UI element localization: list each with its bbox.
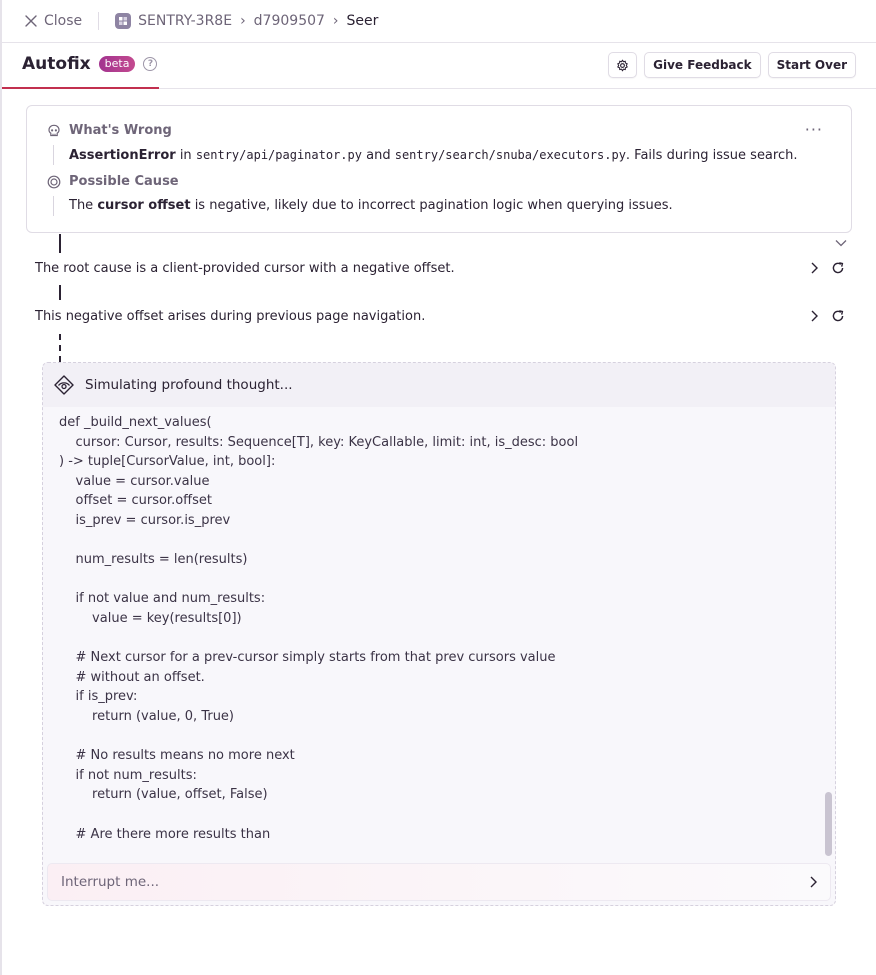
beta-badge: beta [99, 56, 136, 72]
code-line: offset = cursor.offset [59, 493, 212, 508]
possible-cause-heading [47, 174, 179, 189]
top-bar [0, 0, 876, 43]
step-actions [807, 309, 845, 323]
breadcrumb-project[interactable] [115, 13, 232, 29]
skull-icon [47, 124, 61, 138]
code-line: if not value and num_results: [59, 591, 266, 606]
seer-eye-icon [53, 374, 75, 396]
code-line: if is_prev: [59, 689, 138, 704]
code-line: cursor: Cursor, results: Sequence[T], key: KeyCallable, limit: int, is_desc: bool [59, 435, 579, 450]
issue-summary-card [26, 105, 852, 233]
whats-wrong-heading [47, 123, 172, 138]
error-type: AssertionError [69, 148, 176, 163]
breadcrumb [115, 13, 378, 29]
whats-wrong-title: What's Wrong [69, 123, 172, 138]
cause-post: is negative, likely due to incorrect pagination logic when querying issues. [194, 198, 673, 213]
code-line: # Are there more results than [59, 827, 271, 842]
root-cause-step[interactable] [35, 257, 845, 279]
step-actions [807, 261, 845, 275]
topbar-divider [98, 12, 99, 30]
step-text: This negative offset arises during previous page navigation. [35, 308, 426, 324]
chevron-right-icon[interactable] [807, 261, 821, 275]
refresh-icon[interactable] [831, 309, 845, 323]
code-scrollbar[interactable] [823, 408, 833, 860]
cause-pre: The [69, 198, 94, 213]
timeline-connector [59, 285, 61, 300]
code-line: return (value, 0, True) [59, 709, 235, 724]
code-line: if not num_results: [59, 768, 197, 783]
help-icon[interactable]: ? [143, 57, 157, 71]
breadcrumb-current: Seer [346, 13, 379, 29]
close-label: Close [44, 13, 83, 29]
target-icon [47, 175, 61, 189]
code-line: value = cursor.value [59, 474, 210, 489]
gear-icon [616, 59, 629, 72]
step-text: The root cause is a client-provided cursor with a negative offset. [35, 260, 455, 276]
scrollbar-thumb[interactable] [825, 792, 832, 856]
thinking-card [42, 362, 836, 906]
chevron-right-icon[interactable] [807, 309, 821, 323]
chevron-down-icon[interactable] [834, 236, 848, 250]
breadcrumb-commit[interactable]: d7909507 [253, 13, 325, 29]
more-options-icon[interactable]: ··· [804, 120, 823, 139]
chevron-right-icon[interactable] [806, 875, 820, 889]
close-icon [24, 14, 38, 28]
active-tab-underline [2, 87, 159, 89]
project-icon [115, 13, 131, 29]
file-path-1: sentry/api/paginator.py [195, 148, 362, 162]
left-edge-border [0, 0, 2, 975]
code-line: ) -> tuple[CursorValue, int, bool]: [59, 454, 276, 469]
give-feedback-button[interactable]: Give Feedback [644, 52, 760, 78]
and-word: and [366, 148, 391, 163]
code-line: is_prev = cursor.is_prev [59, 513, 231, 528]
chevron-right-icon: › [240, 13, 246, 29]
start-over-button[interactable]: Start Over [768, 52, 856, 78]
thinking-title: Simulating profound thought... [85, 377, 293, 393]
code-line: value = key(results[0]) [59, 611, 242, 626]
autofix-header [0, 43, 876, 89]
file-path-2: sentry/search/snuba/executors.py [394, 148, 626, 162]
interrupt-input[interactable] [47, 863, 831, 901]
page-title: Autofix [22, 54, 91, 74]
whats-wrong-body [53, 145, 797, 165]
interrupt-placeholder: Interrupt me... [61, 874, 160, 890]
possible-cause-title: Possible Cause [69, 174, 179, 189]
close-button[interactable] [24, 13, 82, 29]
negative-offset-step[interactable] [35, 305, 845, 327]
code-line: # No results means no more next [59, 748, 295, 763]
cause-bold: cursor offset [97, 198, 191, 213]
title-group [22, 54, 157, 74]
settings-button[interactable] [608, 52, 637, 78]
in-word: in [179, 148, 192, 163]
breadcrumb-project-label: SENTRY-3R8E [138, 13, 233, 29]
code-line: return (value, offset, False) [59, 787, 268, 802]
code-line: num_results = len(results) [59, 552, 248, 567]
refresh-icon[interactable] [831, 261, 845, 275]
timeline-connector [59, 234, 61, 253]
code-line: # without an offset. [59, 670, 205, 685]
header-actions [608, 52, 856, 78]
timeline-connector-dashed [59, 334, 61, 362]
thinking-header [43, 363, 835, 407]
whats-wrong-tail: . Fails during issue search. [625, 148, 798, 163]
code-output [43, 408, 821, 860]
chevron-right-icon: › [332, 13, 339, 29]
code-line: def _build_next_values( [59, 415, 212, 430]
possible-cause-body [53, 196, 673, 216]
code-line: # Next cursor for a prev-cursor simply starts from that prev cursors value [59, 650, 556, 665]
